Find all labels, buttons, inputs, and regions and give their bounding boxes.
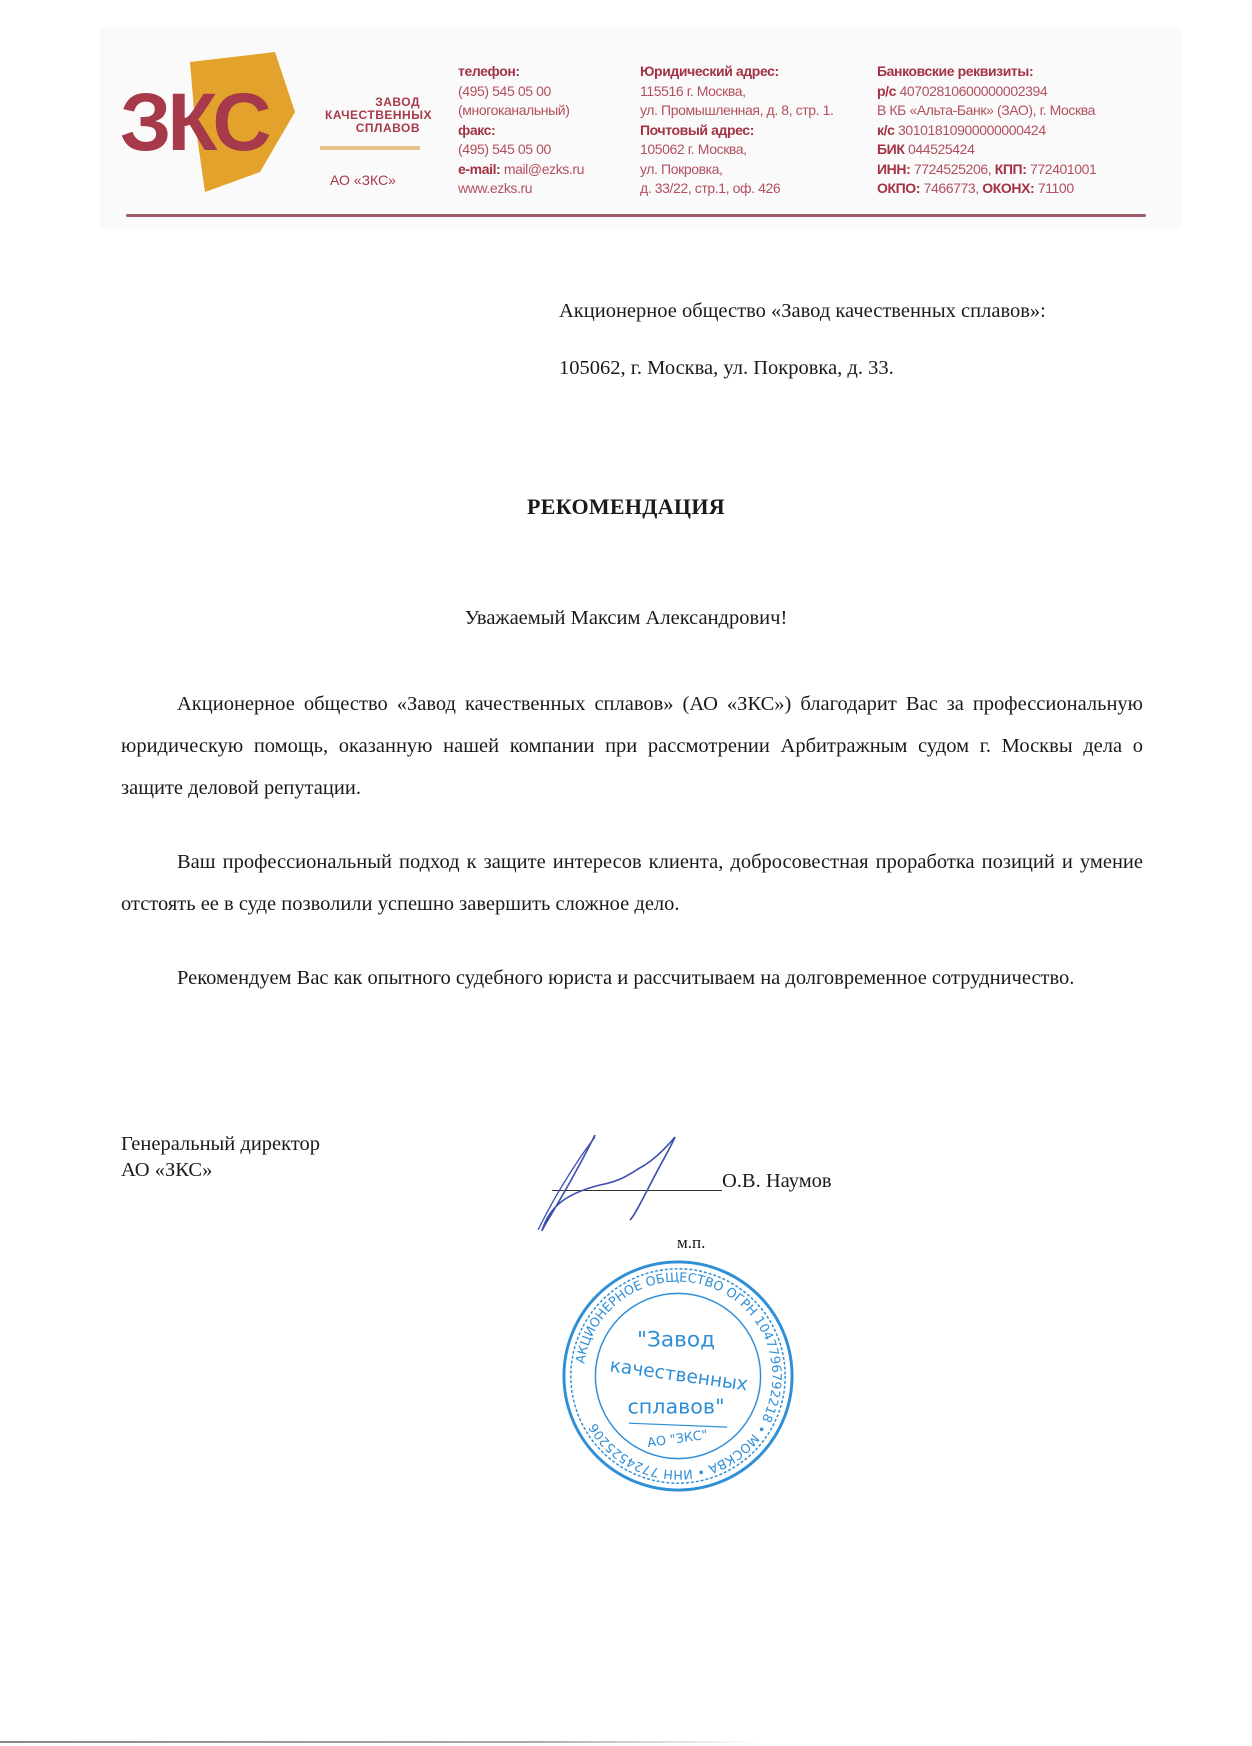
logo-company-name: ЗАВОД КАЧЕСТВЕННЫХ СПЛАВОВ bbox=[325, 95, 432, 135]
postal-address-line: ул. Покровка, bbox=[640, 160, 723, 177]
logo-short-name: АО «ЗКС» bbox=[330, 172, 396, 188]
addressee-company: Акционерное общество «Завод качественных сплавов»: bbox=[559, 300, 1046, 322]
body-paragraph: Рекомендуем Вас как опытного судебного юриста и рассчитываем на долговременное сотрудничество. bbox=[177, 967, 1075, 989]
email-label: e-mail: bbox=[458, 160, 501, 177]
correspondent-account: к/с 30101810900000000424 bbox=[877, 121, 1046, 138]
fax-label: факс: bbox=[458, 121, 496, 138]
bank-details-column bbox=[877, 62, 1096, 199]
contacts-column bbox=[458, 62, 584, 199]
stamp-center-line: сплавов" bbox=[627, 1394, 725, 1419]
bik: БИК 044525424 bbox=[877, 141, 975, 157]
header-divider bbox=[126, 214, 1146, 217]
seal-place-label: м.п. bbox=[677, 1233, 706, 1252]
document-title: РЕКОМЕНДАЦИЯ bbox=[527, 494, 725, 519]
legal-address-line: ул. Промышленная, д. 8, стр. 1. bbox=[640, 102, 834, 118]
postal-address-line: д. 33/22, стр.1, оф. 426 bbox=[640, 180, 781, 196]
stamp-center-line: качественных bbox=[608, 1355, 750, 1396]
body-paragraph: Ваш профессиональный подход к защите интересов клиента, добросовестная проработка позиций и умение отстоять ее в суде позволили успешно завершить сложное дело. bbox=[121, 851, 1143, 915]
logo-underline bbox=[320, 146, 420, 150]
postal-address-line: 105062 г. Москва, bbox=[640, 141, 747, 157]
body-paragraph: Акционерное общество «Завод качественных сплавов» (АО «ЗКС») благодарит Вас за профессиональную юридическую помощь, оказанную нашей компании при рассмотрении Арбитражным судом г. Москвы дела о защите деловой репутации. bbox=[121, 693, 1143, 799]
phone-number: (495) 545 05 00 bbox=[458, 82, 551, 99]
email-line bbox=[458, 160, 584, 180]
inn-kpp: ИНН: 7724525206, КПП: 772401001 bbox=[877, 160, 1097, 177]
signatory-name: О.В. Наумов bbox=[722, 1170, 832, 1192]
stamp-center-line: "Завод bbox=[637, 1327, 716, 1353]
legal-address-label: Юридический адрес: bbox=[640, 63, 779, 79]
bank-account: р/с 40702810600000002394 bbox=[877, 82, 1048, 99]
postal-address-label: Почтовый адрес: bbox=[640, 121, 754, 138]
salutation: Уважаемый Максим Александрович! bbox=[464, 607, 788, 629]
phone-label: телефон: bbox=[458, 63, 520, 79]
signatory-position: Генеральный директор АО «ЗКС» bbox=[121, 1133, 321, 1181]
handwritten-signature bbox=[530, 1125, 730, 1245]
email-link[interactable]: mail@ezks.ru bbox=[503, 160, 585, 177]
legal-address-line: 115516 г. Москва, bbox=[640, 82, 746, 99]
addressee-address: 105062, г. Москва, ул. Покровка, д. 33. bbox=[559, 357, 894, 379]
website-link[interactable]: www.ezks.ru bbox=[458, 180, 533, 196]
okpo-okonh: ОКПО: 7466773, ОКОНХ: 71100 bbox=[877, 180, 1074, 196]
fax-number: (495) 545 05 00 bbox=[458, 141, 551, 157]
phone-note: (многоканальный) bbox=[458, 102, 570, 118]
bank-details-label: Банковские реквизиты: bbox=[877, 63, 1034, 79]
bank-name: В КБ «Альта-Банк» (ЗАО), г. Москва bbox=[877, 102, 1096, 118]
stamp-outer-text: АКЦИОНЕРНОЕ ОБЩЕСТВО ОГРН 1047796792218 • МОСКВА • ИНН 7724525206 bbox=[573, 1270, 784, 1482]
company-stamp bbox=[560, 1258, 796, 1494]
stamp-bottom-text: АО "ЗКС" bbox=[646, 1427, 709, 1452]
address-column bbox=[640, 62, 834, 199]
scan-edge-line bbox=[0, 1741, 760, 1743]
logo-letters: ЗКС bbox=[120, 77, 268, 168]
